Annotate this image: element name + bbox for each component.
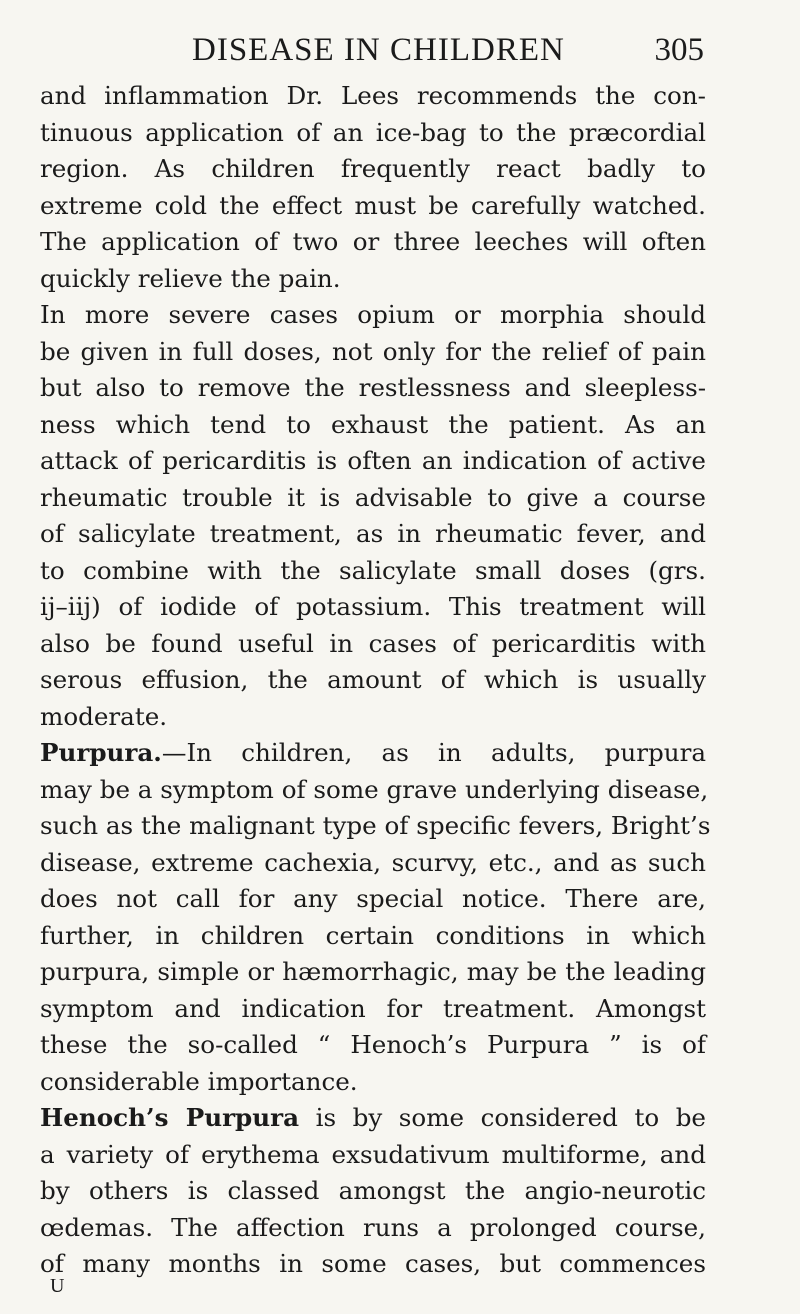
- text-line: [40, 1246, 706, 1283]
- signature-mark: U: [50, 1275, 65, 1297]
- text-line: [40, 626, 706, 663]
- text-line: [40, 553, 706, 590]
- text-line: [40, 662, 706, 699]
- line-text: region. As children frequently react badly to: [40, 154, 706, 183]
- run-in-heading: Henoch’s Purpura: [40, 1103, 300, 1132]
- line-text: symptom and indication for treatment. Amongst: [40, 993, 706, 1023]
- text-line: [40, 151, 706, 188]
- line-text: does not call for any special notice. There are,: [40, 884, 706, 913]
- line-text: is by some considered to be: [299, 1103, 706, 1132]
- text-line: [40, 188, 706, 225]
- page-number: 305: [654, 32, 704, 68]
- text-line: [40, 1100, 706, 1137]
- text-line: [40, 881, 706, 918]
- run-in-heading: Purpura.: [40, 738, 162, 767]
- text-line: [40, 772, 709, 809]
- line-text: extreme cold the effect must be carefully watched.: [40, 190, 706, 220]
- text-line: [40, 845, 706, 882]
- line-text: but also to remove the restlessness and sleepless-: [40, 373, 706, 402]
- line-text: ness which tend to exhaust the patient. As an: [40, 409, 706, 439]
- line-text: œdemas. The affection runs a prolonged course,: [40, 1212, 706, 1242]
- text-line: [40, 334, 706, 371]
- text-line: [40, 589, 706, 626]
- text-line: [40, 261, 706, 298]
- line-text: further, in children certain conditions in which: [40, 920, 706, 950]
- line-text: of salicylate treatment, as in rheumatic fever, and: [40, 519, 706, 548]
- text-line: [40, 1173, 706, 1210]
- line-text: such as the malignant type of specific fevers, Bright’s: [40, 811, 711, 840]
- text-line: [40, 1210, 706, 1247]
- line-text: disease, extreme cachexia, scurvy, etc., and as such: [40, 847, 706, 877]
- line-text: may be a symptom of some grave underlying disease,: [40, 774, 709, 804]
- line-text: to combine with the salicylate small doses (grs.: [40, 555, 706, 585]
- line-text: considerable importance.: [40, 1066, 358, 1096]
- text-line: [40, 954, 706, 991]
- running-title: DISEASE IN CHILDREN: [192, 32, 565, 68]
- text-line: [40, 78, 706, 115]
- line-text: also be found useful in cases of pericarditis with: [40, 628, 706, 658]
- line-text: serous effusion, the amount of which is usually: [40, 665, 706, 694]
- line-text: these the so-called “ Henoch’s Purpura ” is of: [40, 1030, 706, 1059]
- line-text: The application of two or three leeches will often: [40, 227, 706, 256]
- text-line: [40, 297, 706, 334]
- line-text: be given in full doses, not only for the relief of pain: [40, 336, 706, 366]
- text-line: [40, 1027, 706, 1064]
- text-line: [40, 735, 706, 772]
- text-line: [40, 443, 706, 480]
- line-text: quickly relieve the pain.: [40, 263, 341, 293]
- text-line: [40, 407, 706, 444]
- line-text: a variety of erythema exsudativum multiforme, and: [40, 1139, 706, 1169]
- text-line: [40, 480, 706, 517]
- text-line: [40, 115, 706, 152]
- text-line: [40, 516, 706, 553]
- text-line: [40, 991, 706, 1028]
- text-line: [40, 699, 706, 736]
- line-text: moderate.: [40, 701, 168, 731]
- text-line: [40, 1064, 706, 1101]
- text-line: [40, 224, 706, 261]
- text-line: [40, 1137, 706, 1174]
- line-text: by others is classed amongst the angio-neurotic: [40, 1176, 706, 1205]
- line-text: attack of pericarditis is often an indication of active: [40, 446, 706, 475]
- text-line: [40, 918, 706, 955]
- line-text: rheumatic trouble it is advisable to give a course: [40, 482, 706, 512]
- line-text: of many months in some cases, but commences: [40, 1249, 706, 1278]
- line-text: purpura, simple or hæmorrhagic, may be the leading: [40, 957, 706, 986]
- line-text: ij–iij) of iodide of potassium. This treatment will: [40, 592, 706, 621]
- line-text: In more severe cases opium or morphia should: [40, 300, 706, 329]
- running-head: [40, 30, 704, 70]
- line-text: —In children, as in adults, purpura: [161, 738, 706, 767]
- text-line: [40, 370, 706, 407]
- line-text: tinuous application of an ice-bag to the præcordial: [40, 117, 706, 147]
- body-text: [40, 78, 711, 1283]
- text-line: [40, 808, 711, 845]
- line-text: and inflammation Dr. Lees recommends the con-: [40, 81, 706, 110]
